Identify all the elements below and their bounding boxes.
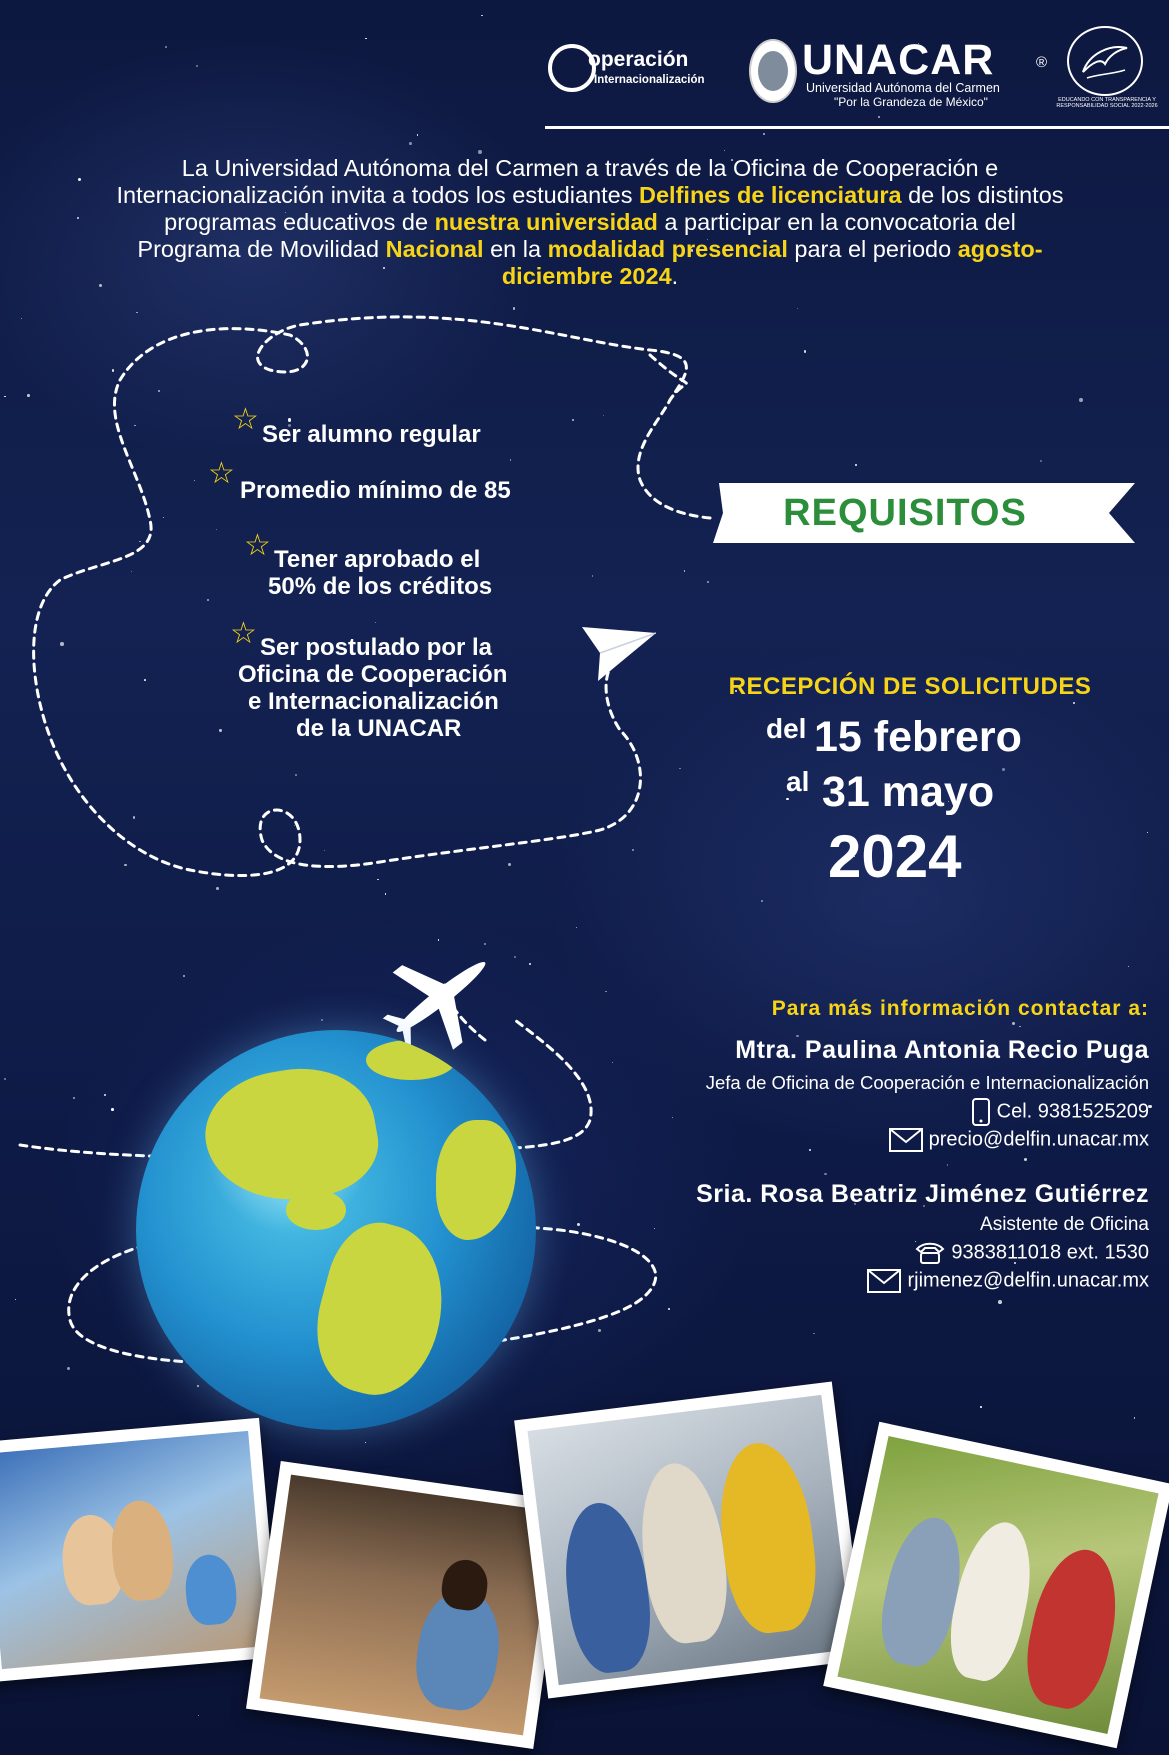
- requirement-item: Oficina de Cooperación: [238, 661, 508, 688]
- intro-highlight: modalidad presencial: [547, 236, 788, 262]
- intro-text: a participar en la convocatoria del Programa de Movilidad: [137, 209, 1016, 262]
- date-to: 31 mayo: [822, 768, 995, 816]
- contact-phone-text: 9383811018 ext. 1530: [951, 1241, 1149, 1264]
- requirement-item: Ser alumno regular: [262, 421, 481, 448]
- contact-person-name: Sria. Rosa Beatriz Jiménez Gutiérrez: [696, 1180, 1149, 1208]
- photo-student-laptop: [246, 1461, 568, 1749]
- unacar-registered-mark: ®: [1036, 54, 1048, 71]
- contact-email-text[interactable]: rjimenez@delfin.unacar.mx: [907, 1269, 1149, 1292]
- photo-students-stairs: [0, 1418, 280, 1682]
- intro-highlight: Nacional: [385, 236, 484, 262]
- globe-image: [136, 1030, 536, 1430]
- contact-person-role: Asistente de Oficina: [980, 1214, 1149, 1235]
- cooperacion-logo-name: operación: [588, 48, 689, 71]
- intro-text: en la: [483, 236, 548, 262]
- contact-phone: [915, 1241, 1149, 1265]
- contact-phone-text: Cel. 9381525209: [996, 1100, 1149, 1123]
- intro-highlight: agosto-diciembre 2024: [501, 236, 1043, 289]
- airplane-icon: [378, 938, 504, 1056]
- star-icon: ☆: [232, 403, 259, 436]
- requirement-item: Ser postulado por la: [260, 634, 493, 661]
- contact-heading: Para más información contactar a:: [771, 997, 1149, 1020]
- unacar-university-name: Universidad Autónoma del Carmen: [806, 81, 1000, 95]
- intro-highlight: Delfines de licenciatura: [639, 182, 902, 208]
- intro-text: para el periodo: [787, 236, 958, 262]
- telephone-icon: [915, 1241, 945, 1265]
- mobile-phone-icon: [971, 1098, 991, 1126]
- contact-email[interactable]: [889, 1128, 1149, 1152]
- dolphin-logo-caption: EDUCANDO CON TRANSPARENCIA Y RESPONSABILIDAD SOCIAL 2022-2026: [1056, 97, 1158, 109]
- requisitos-banner-label: REQUISITOS: [783, 492, 1027, 534]
- requirement-item: de la UNACAR: [296, 715, 462, 742]
- star-icon: ☆: [208, 457, 235, 490]
- requirement-item: Tener aprobado el: [274, 546, 481, 573]
- requirement-item: 50% de los créditos: [268, 573, 493, 600]
- date-to-word: al: [786, 766, 810, 797]
- paper-plane-icon: [582, 625, 656, 681]
- date-from: 15 febrero: [814, 713, 1022, 761]
- requirement-item: e Internacionalización: [248, 688, 499, 715]
- intro-text: .: [671, 263, 679, 289]
- unacar-motto: "Por la Grandeza de México": [834, 95, 988, 109]
- email-icon: [889, 1128, 923, 1152]
- contact-email[interactable]: [867, 1269, 1149, 1293]
- reception-label: RECEPCIÓN DE SOLICITUDES: [728, 673, 1092, 700]
- contact-phone: [971, 1098, 1149, 1126]
- contact-email-text[interactable]: precio@delfin.unacar.mx: [928, 1128, 1149, 1151]
- unacar-name: UNACAR: [802, 36, 995, 84]
- intro-text: de los distintos programas educativos de: [164, 182, 1064, 235]
- intro-highlight: nuestra universidad: [434, 209, 658, 235]
- contact-person-role: Jefa de Oficina de Cooperación e Internacionalización: [705, 1072, 1149, 1093]
- star-icon: ☆: [230, 617, 257, 650]
- intro-text: La Universidad Autónoma del Carmen a través de la Oficina de Cooperación e Internacionalización invita a todos los estudiantes: [116, 155, 999, 208]
- date-from-word: del: [766, 713, 807, 744]
- contact-person-name: Mtra. Paulina Antonia Recio Puga: [735, 1036, 1149, 1064]
- star-icon: ☆: [244, 529, 271, 562]
- cooperacion-logo-sub: Internacionalización: [594, 74, 705, 86]
- email-icon: [867, 1269, 901, 1293]
- requirement-item: Promedio mínimo de 85: [240, 477, 511, 504]
- photo-group-laptop: [514, 1382, 866, 1699]
- date-year: 2024: [828, 823, 962, 890]
